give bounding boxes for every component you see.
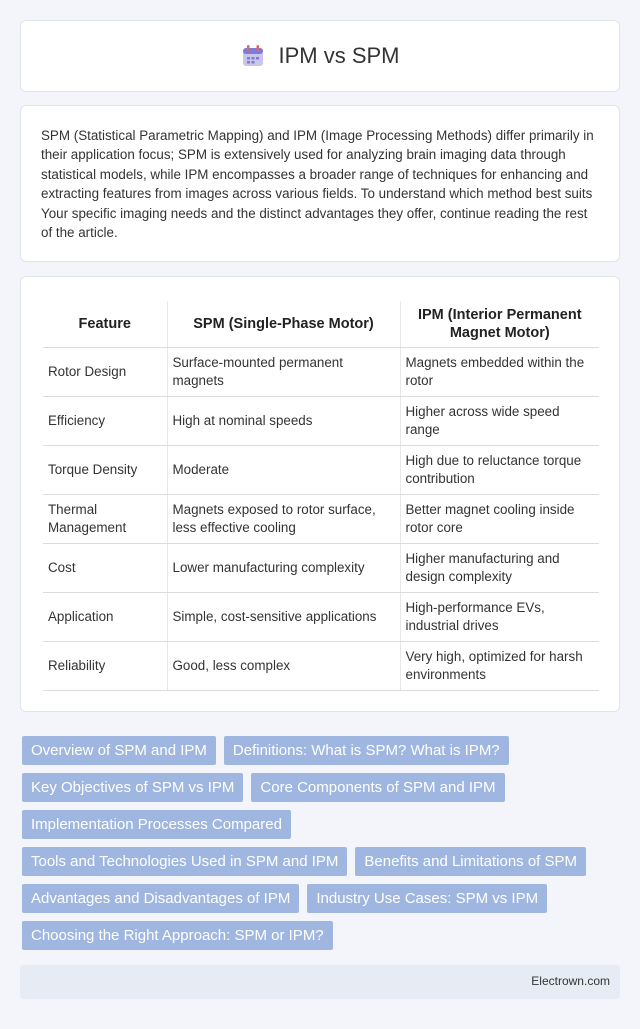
spm-cell: Simple, cost-sensitive applications [167, 592, 400, 641]
title-wrap [240, 43, 399, 69]
header-card [20, 20, 620, 92]
table-row [43, 592, 599, 641]
tag-row [22, 884, 622, 913]
tag-row [22, 847, 622, 876]
tag-benefits-spm[interactable]: Benefits and Limitations of SPM [355, 847, 586, 876]
ipm-cell: High due to reluctance torque contribution [400, 445, 599, 494]
intro-paragraph: SPM (Statistical Parametric Mapping) and IPM (Image Processing Methods) differ primarily in their application focus; SPM is extensively used for analyzing brain imaging data through statistical models, while IPM encompasses a broader range of techniques for enhancing and extracting features from images across various fields. To understand which method best suits Your specific imaging needs and the distinct advantages they offer, continue reading the rest of the article. [41, 128, 594, 241]
feature-cell: Cost [43, 543, 167, 592]
ipm-cell: Higher across wide speed range [400, 396, 599, 445]
feature-cell: Reliability [43, 641, 167, 690]
table-row [43, 445, 599, 494]
tag-row [22, 810, 622, 839]
tag-row [22, 921, 622, 950]
comparison-table [43, 301, 599, 691]
header-feature: Feature [43, 301, 167, 347]
table-header-row [43, 301, 599, 347]
tag-core-components[interactable]: Core Components of SPM and IPM [251, 773, 504, 802]
tag-industry-use-cases[interactable]: Industry Use Cases: SPM vs IPM [307, 884, 547, 913]
tag-row [22, 736, 622, 765]
feature-cell: Efficiency [43, 396, 167, 445]
feature-cell: Application [43, 592, 167, 641]
table-row [43, 641, 599, 690]
tag-tools[interactable]: Tools and Technologies Used in SPM and IPM [22, 847, 347, 876]
feature-cell: Rotor Design [43, 347, 167, 396]
tag-key-objectives[interactable]: Key Objectives of SPM vs IPM [22, 773, 243, 802]
table-row [43, 543, 599, 592]
table-row [43, 494, 599, 543]
spm-cell: Surface-mounted permanent magnets [167, 347, 400, 396]
spm-cell: Lower manufacturing complexity [167, 543, 400, 592]
ipm-cell: High-performance EVs, industrial drives [400, 592, 599, 641]
tag-row [22, 773, 622, 802]
tag-choosing-approach[interactable]: Choosing the Right Approach: SPM or IPM? [22, 921, 333, 950]
tag-definitions[interactable]: Definitions: What is SPM? What is IPM? [224, 736, 509, 765]
feature-cell: Torque Density [43, 445, 167, 494]
table-row [43, 347, 599, 396]
ipm-cell: Better magnet cooling inside rotor core [400, 494, 599, 543]
intro-card [20, 105, 620, 262]
spm-cell: Moderate [167, 445, 400, 494]
header-ipm: IPM (Interior Permanent Magnet Motor) [400, 301, 599, 347]
page-title: IPM vs SPM [278, 43, 400, 68]
ipm-cell: Higher manufacturing and design complexity [400, 543, 599, 592]
ipm-cell: Magnets embedded within the rotor [400, 347, 599, 396]
footer [20, 965, 620, 999]
ipm-cell: Very high, optimized for harsh environments [400, 641, 599, 690]
tag-advantages-ipm[interactable]: Advantages and Disadvantages of IPM [22, 884, 299, 913]
tag-overview[interactable]: Overview of SPM and IPM [22, 736, 216, 765]
spm-cell: Good, less complex [167, 641, 400, 690]
footer-site-name[interactable]: Electrown.com [531, 974, 610, 988]
spm-cell: Magnets exposed to rotor surface, less effective cooling [167, 494, 400, 543]
table-row [43, 396, 599, 445]
feature-cell: Thermal Management [43, 494, 167, 543]
tag-implementation[interactable]: Implementation Processes Compared [22, 810, 291, 839]
comparison-table-card [20, 276, 620, 712]
spm-cell: High at nominal speeds [167, 396, 400, 445]
calendar-icon [240, 43, 266, 69]
related-topics [22, 736, 622, 958]
header-spm: SPM (Single-Phase Motor) [167, 301, 400, 347]
